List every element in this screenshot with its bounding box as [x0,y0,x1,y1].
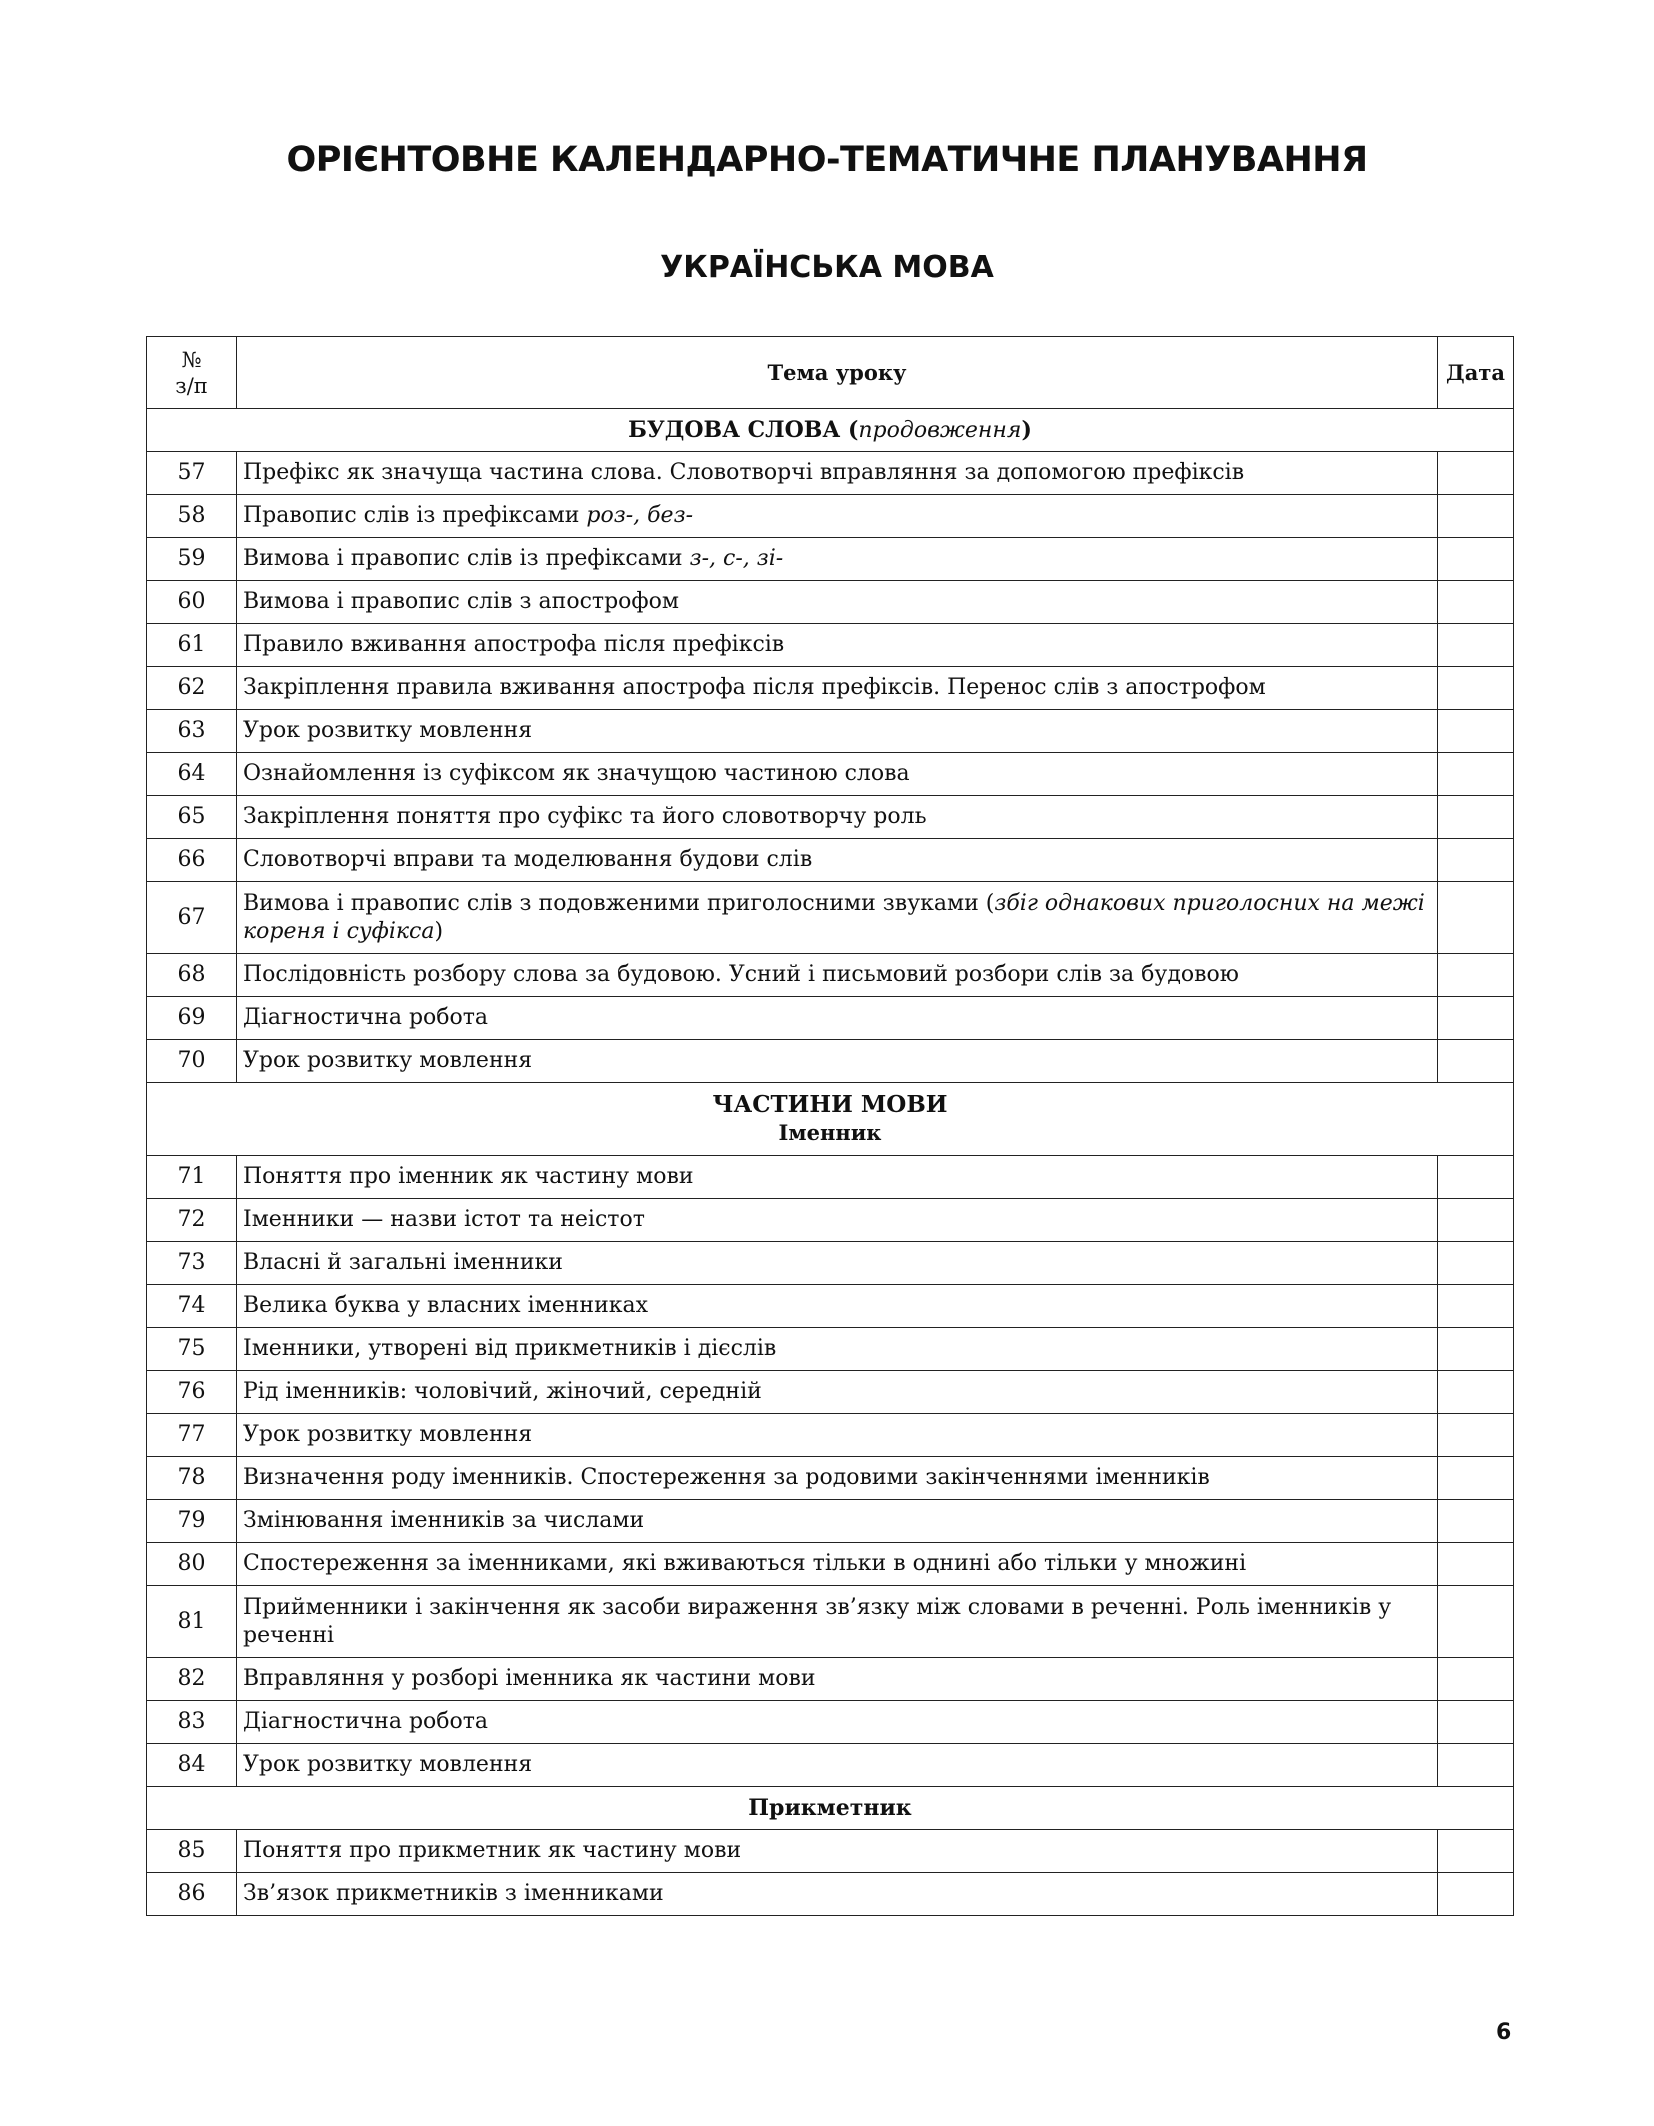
table-row [147,1457,1514,1500]
lesson-topic-text: Власні й загальні іменники [243,1250,563,1275]
lesson-topic-text: Вимова і правопис слів із префіксами [243,546,690,571]
lesson-date-cell[interactable] [1438,1658,1514,1701]
lesson-topic-text: Словотворчі вправи та моделювання будови слів [243,847,813,872]
lesson-topic-text: Велика буква у власних іменниках [243,1293,649,1318]
lesson-topic-text: Зв’язок прикметників з іменниками [243,1881,664,1906]
lesson-topic-text: Змінювання іменників за числами [243,1508,645,1533]
lesson-topic [237,1414,1438,1457]
section-heading-row [147,1083,1514,1156]
lesson-number: 73 [147,1242,237,1285]
lesson-date-cell[interactable] [1438,710,1514,753]
lesson-number: 72 [147,1199,237,1242]
table-row [147,1658,1514,1701]
lesson-topic-italic: збіг однакових приголосних на межі кореня і суфікса [243,890,1425,944]
table-row [147,882,1514,954]
lesson-topic-text: Вимова і правопис слів з апострофом [243,589,679,614]
lesson-date-cell[interactable] [1438,1586,1514,1658]
lesson-topic [237,1830,1438,1873]
lesson-number: 57 [147,452,237,495]
lesson-topic-text: Діагностична робота [243,1005,489,1030]
lesson-topic-suffix: ) [434,918,444,944]
lesson-number: 82 [147,1658,237,1701]
table-row [147,624,1514,667]
lesson-date-cell[interactable] [1438,882,1514,954]
lesson-date-cell[interactable] [1438,1040,1514,1083]
section-note: продовження [858,417,1022,443]
lesson-topic-text: Урок розвитку мовлення [243,1422,533,1447]
table-row [147,753,1514,796]
lesson-topic [237,1328,1438,1371]
lesson-topic [237,1873,1438,1916]
lesson-topic-text: Урок розвитку мовлення [243,1048,533,1073]
lesson-date-cell[interactable] [1438,452,1514,495]
lesson-topic [237,796,1438,839]
table-row [147,1744,1514,1787]
lesson-topic-text: Правопис слів із префіксами [243,503,587,528]
lesson-topic-italic: роз-, без- [586,503,694,528]
lesson-date-cell[interactable] [1438,1500,1514,1543]
lesson-date-cell[interactable] [1438,1830,1514,1873]
lesson-number: 64 [147,753,237,796]
lesson-number: 86 [147,1873,237,1916]
lesson-topic [237,1199,1438,1242]
lesson-topic-text: Діагностична робота [243,1709,489,1734]
lesson-date-cell[interactable] [1438,1328,1514,1371]
table-row [147,495,1514,538]
lesson-topic-text: Правило вживання апострофа після префіксів [243,632,785,657]
lesson-date-cell[interactable] [1438,1873,1514,1916]
lesson-topic-text: Спостереження за іменниками, які вживаються тільки в однині або тільки у множині [243,1551,1247,1576]
lesson-date-cell[interactable] [1438,1285,1514,1328]
table-row [147,581,1514,624]
lesson-number: 80 [147,1543,237,1586]
lesson-number: 62 [147,667,237,710]
lesson-number: 58 [147,495,237,538]
page-subtitle: УКРАЇНСЬКА МОВА [660,250,994,285]
lesson-date-cell[interactable] [1438,954,1514,997]
lesson-date-cell[interactable] [1438,1744,1514,1787]
lesson-number: 65 [147,796,237,839]
lesson-topic-italic: з-, с-, зі- [689,546,784,571]
lesson-date-cell[interactable] [1438,495,1514,538]
table-row [147,997,1514,1040]
lesson-topic-text: Іменники, утворені від прикметників і дієслів [243,1336,777,1361]
lesson-topic-text: Ознайомлення із суфіксом як значущою частиною слова [243,761,910,786]
lesson-number: 63 [147,710,237,753]
lesson-topic [237,1040,1438,1083]
planning-table [146,336,1514,1916]
lesson-number: 70 [147,1040,237,1083]
lesson-number: 67 [147,882,237,954]
table-row [147,1543,1514,1586]
table-row [147,1156,1514,1199]
lesson-number: 66 [147,839,237,882]
table-row [147,1586,1514,1658]
lesson-date-cell[interactable] [1438,1242,1514,1285]
lesson-number: 84 [147,1744,237,1787]
lesson-topic [237,1658,1438,1701]
lesson-topic-text: Прийменники і закінчення як засоби вираження зв’язку між словами в реченні. Роль іменників у реченні [243,1594,1392,1648]
lesson-topic [237,1285,1438,1328]
section-heading [147,1083,1514,1156]
lesson-topic [237,997,1438,1040]
table-row [147,1242,1514,1285]
page-title: ОРІЄНТОВНЕ КАЛЕНДАРНО-ТЕМАТИЧНЕ ПЛАНУВАННЯ [286,140,1368,180]
lesson-date-cell[interactable] [1438,667,1514,710]
lesson-topic [237,581,1438,624]
lesson-topic [237,624,1438,667]
table-row [147,710,1514,753]
lesson-number: 68 [147,954,237,997]
table-row [147,796,1514,839]
header-number [147,337,237,409]
lesson-date-cell[interactable] [1438,796,1514,839]
lesson-topic [237,710,1438,753]
lesson-topic [237,1586,1438,1658]
lesson-topic [237,495,1438,538]
lesson-topic [237,1744,1438,1787]
lesson-number: 61 [147,624,237,667]
lesson-topic [237,538,1438,581]
lesson-date-cell[interactable] [1438,1701,1514,1744]
lesson-topic [237,1500,1438,1543]
lesson-number: 76 [147,1371,237,1414]
subsection-title: Іменник [778,1120,882,1145]
lesson-topic [237,1457,1438,1500]
lesson-date-cell[interactable] [1438,624,1514,667]
table-row [147,1414,1514,1457]
lesson-date-cell[interactable] [1438,997,1514,1040]
lesson-topic [237,1156,1438,1199]
table-row [147,1371,1514,1414]
header-date: Дата [1438,337,1514,409]
lesson-date-cell[interactable] [1438,1156,1514,1199]
header-topic: Тема уроку [237,337,1438,409]
section-heading-row [147,409,1514,452]
table-header-row [147,337,1514,409]
section-title: ЧАСТИНИ МОВИ [712,1091,948,1118]
lesson-number: 71 [147,1156,237,1199]
lesson-topic [237,1371,1438,1414]
lesson-topic [237,1701,1438,1744]
lesson-topic-text: Урок розвитку мовлення [243,1752,533,1777]
lesson-date-cell[interactable] [1438,581,1514,624]
lesson-number: 74 [147,1285,237,1328]
table-row [147,1199,1514,1242]
lesson-date-cell[interactable] [1438,1371,1514,1414]
lesson-topic-text: Послідовність розбору слова за будовою. Усний і письмовий розбори слів за будовою [243,962,1239,987]
table-row [147,1701,1514,1744]
lesson-number: 69 [147,997,237,1040]
section-paren-open: ( [840,416,859,443]
table-row [147,954,1514,997]
lesson-topic-text: Іменники — назви істот та неістот [243,1207,645,1232]
lesson-topic-text: Рід іменників: чоловічий, жіночий, середній [243,1379,762,1404]
lesson-date-cell[interactable] [1438,1199,1514,1242]
table-row [147,1500,1514,1543]
lesson-number: 81 [147,1586,237,1658]
lesson-number: 75 [147,1328,237,1371]
lesson-number: 77 [147,1414,237,1457]
lesson-topic-text: Визначення роду іменників. Спостереження за родовими закінченнями іменників [243,1465,1210,1490]
lesson-topic [237,452,1438,495]
table-row [147,452,1514,495]
lesson-number: 83 [147,1701,237,1744]
lesson-topic [237,1242,1438,1285]
lesson-topic-text: Закріплення поняття про суфікс та його словотворчу роль [243,804,927,829]
lesson-topic-text: Поняття про іменник як частину мови [243,1164,694,1189]
section-heading [147,409,1514,452]
lesson-topic-text: Урок розвитку мовлення [243,718,533,743]
lesson-number: 78 [147,1457,237,1500]
table-row [147,1285,1514,1328]
lesson-topic [237,667,1438,710]
section-title: БУДОВА СЛОВА [628,416,841,443]
table-row [147,1328,1514,1371]
lesson-date-cell[interactable] [1438,753,1514,796]
section-paren-close: ) [1021,416,1032,443]
lesson-number: 59 [147,538,237,581]
lesson-number: 60 [147,581,237,624]
lesson-topic-text: Закріплення правила вживання апострофа після префіксів. Перенос слів з апострофом [243,675,1266,700]
lesson-topic [237,954,1438,997]
lesson-topic [237,753,1438,796]
table-row [147,839,1514,882]
header-number-symbol: № [181,347,202,372]
lesson-date-cell[interactable] [1438,1543,1514,1586]
lesson-topic-text: Вправляння у розборі іменника як частини мови [243,1666,816,1691]
lesson-topic-text: Вимова і правопис слів з подовженими приголосними звуками ( [243,890,995,916]
lesson-number: 79 [147,1500,237,1543]
lesson-number: 85 [147,1830,237,1873]
table-row [147,538,1514,581]
header-number-abbr: з/п [175,373,208,398]
lesson-topic [237,882,1438,954]
section-heading-row [147,1787,1514,1830]
lesson-date-cell[interactable] [1438,538,1514,581]
table-row [147,1873,1514,1916]
lesson-topic-text: Префікс як значуща частина слова. Словотворчі вправляння за допомогою префіксів [243,460,1245,485]
table-row [147,1040,1514,1083]
lesson-topic [237,1543,1438,1586]
lesson-date-cell[interactable] [1438,1457,1514,1500]
table-row [147,667,1514,710]
subsection-title: Прикметник [147,1787,1514,1830]
page-number: 6 [1496,2020,1512,2045]
lesson-topic-text: Поняття про прикметник як частину мови [243,1838,742,1863]
table-row [147,1830,1514,1873]
lesson-date-cell[interactable] [1438,839,1514,882]
lesson-date-cell[interactable] [1438,1414,1514,1457]
lesson-topic [237,839,1438,882]
